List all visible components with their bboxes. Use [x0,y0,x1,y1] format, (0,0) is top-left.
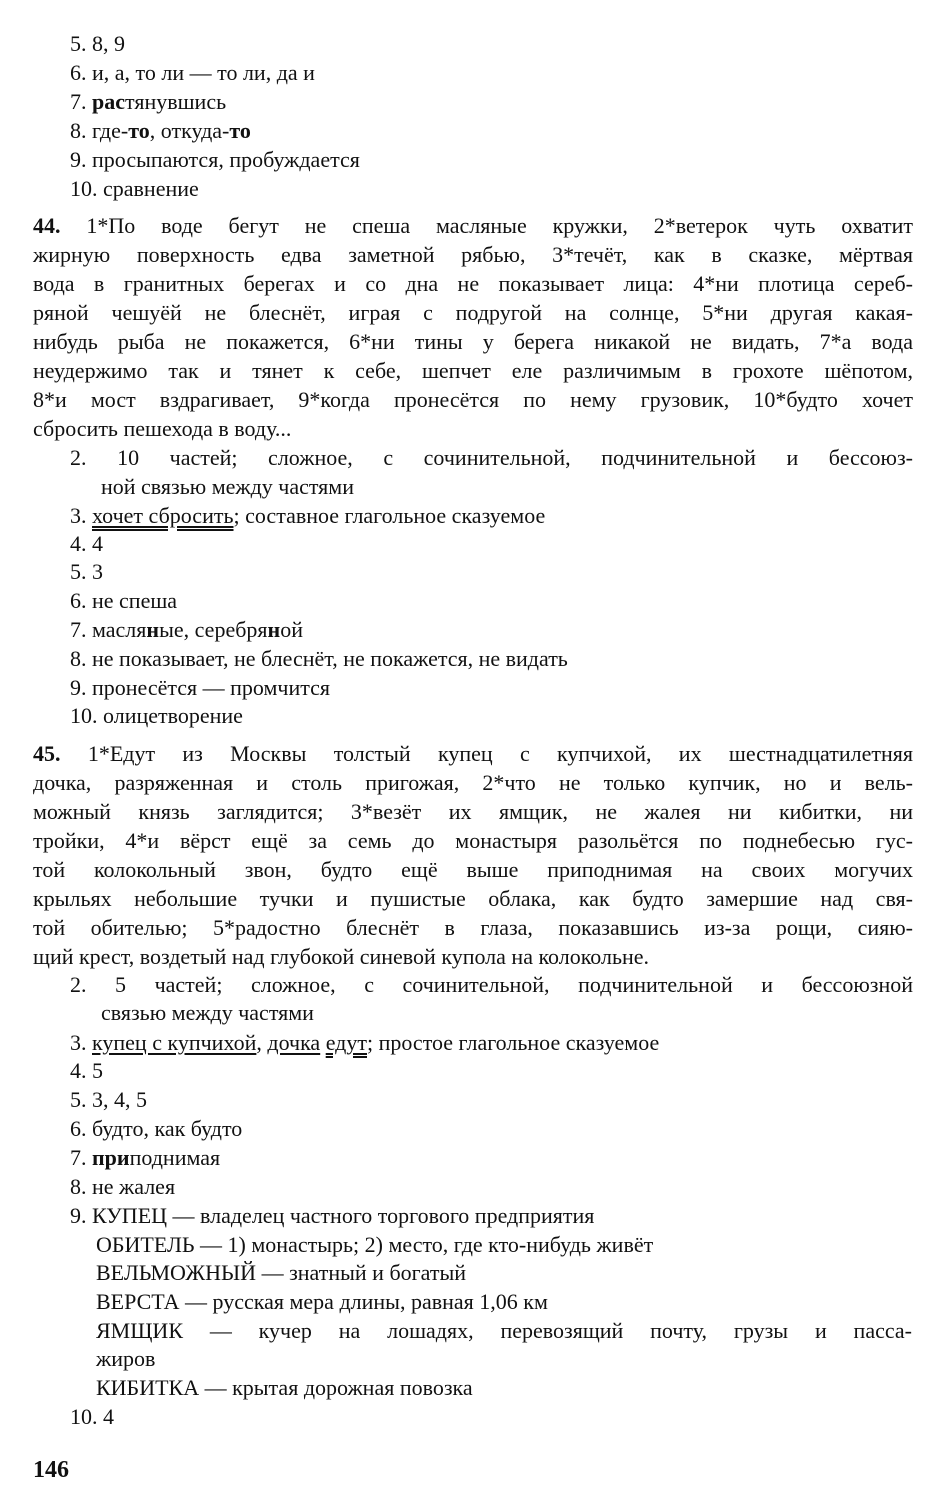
gloss-versta: ВЕРСТА — русская мера длины, равная 1,06 км [96,1289,548,1314]
task-45-answer-7: 7. приподнимая [70,1145,221,1170]
task-44-answer-10: 10. олицетворение [70,703,243,728]
answer-9: 9. просыпаются, пробуждается [70,147,360,172]
task-45-answer-8: 8. не жалея [70,1174,176,1199]
task-45-line-8: щий крест, воздетый над глубокой синевой купола на колокольне. [33,944,650,969]
task-45-answer-10: 10. 4 [70,1404,114,1429]
task-45-line-2: дочка, разряженная и столь пригожая, 2*что не только купчик, но и вель- [33,770,913,795]
task-45-answer-2: 2. 5 частей; сложное, с сочинительной, подчинительной и бессоюзной [70,972,913,997]
task-45-answer-5: 5. 3, 4, 5 [70,1087,147,1112]
task-45-answer-6: 6. будто, как будто [70,1116,243,1141]
task-45-line-1: 45. 1*Едут из Москвы толстый купец с купчихой, их шестнадцатилетняя [33,741,913,766]
task-44-line-5: нибудь рыба не покажется, 6*ни тины у берега никакой не видать, 7*а вода [33,329,913,354]
task-44-answer-2: 2. 10 частей; сложное, с сочинительной, подчинительной и бессоюз- [70,445,913,470]
task-44-answer-4: 4. 4 [70,531,103,556]
task-44-answer-2-cont: ной связью между частями [101,474,354,499]
answer-7: 7. растянувшись [70,89,227,114]
gloss-obitel: ОБИТЕЛЬ — 1) монастырь; 2) место, где кто-нибудь живёт [96,1232,654,1257]
task-45-answer-2-cont: связью между частями [101,1000,314,1025]
task-45-line-5: той колокольный звон, будто ещё выше приподнимая на своих могучих [33,857,913,882]
answer-8: 8. где-то, откуда-то [70,118,251,143]
answer-6: 6. и, а, то ли — то ли, да и [70,60,315,85]
task-45-line-3: можный князь заглядится; 3*везёт их ямщик, не жалея ни кибитки, ни [33,799,913,824]
gloss-yamshchik: ЯМЩИК — кучер на лошадях, перевозящий почту, грузы и пасса- [96,1318,912,1343]
task-45-answer-9: 9. КУПЕЦ — владелец частного торгового предприятия [70,1203,595,1228]
task-44-line-7: 8*и мост вздрагивает, 9*когда пронесётся по нему грузовик, 10*будто хочет [33,387,913,412]
task-45-line-4: тройки, 4*и вёрст ещё за семь до монастыря разольётся по поднебесью гус- [33,828,913,853]
task-44-answer-3: 3. хочет сбросить; составное глагольное сказуемое [70,503,546,528]
gloss-velmozhny: ВЕЛЬМОЖНЫЙ — знатный и богатый [96,1260,467,1285]
task-44-line-2: жирную поверхность едва заметной рябью, 3*течёт, как в сказке, мёртвая [33,242,913,267]
task-44-answer-5: 5. 3 [70,559,103,584]
task-44-line-6: неудержимо так и тянет к себе, шепчет еле различимым в грохоте шёпотом, [33,358,913,383]
task-45-line-7: той обителью; 5*радостно блеснёт в глаза, показавшись из-за рощи, сияю- [33,915,913,940]
task-44-answer-9: 9. пронесётся — промчится [70,675,331,700]
task-45-answer-4: 4. 5 [70,1058,103,1083]
task-44-answer-8: 8. не показывает, не блеснёт, не покажется, не видать [70,646,568,671]
answer-5: 5. 8, 9 [70,31,125,56]
task-44-line-3: вода в гранитных берегах и со дна не показывает лица: 4*ни плотица сереб- [33,271,913,296]
task-45-answer-3: 3. купец с купчихой, дочка едут; простое глагольное сказуемое [70,1030,660,1055]
task-44-line-1: 44. 1*По воде бегут не спеша масляные кружки, 2*ветерок чуть охватит [33,213,914,238]
task-45-line-6: крыльях небольшие тучки и пушистые облака, как будто замершие над свя- [33,886,913,911]
answer-10: 10. сравнение [70,176,199,201]
task-44-line-8: сбросить пешехода в воду... [33,416,292,441]
gloss-yamshchik-cont: жиров [96,1346,156,1371]
gloss-kibitka: КИБИТКА — крытая дорожная повозка [96,1375,473,1400]
task-44-answer-7: 7. масляные, серебряной [70,617,303,642]
task-44-answer-6: 6. не спеша [70,588,178,613]
page-number: 146 [33,1457,69,1483]
task-44-line-4: ряной чешуёй не блеснёт, играя с подругой на солнце, 5*ни другая какая- [33,300,913,325]
